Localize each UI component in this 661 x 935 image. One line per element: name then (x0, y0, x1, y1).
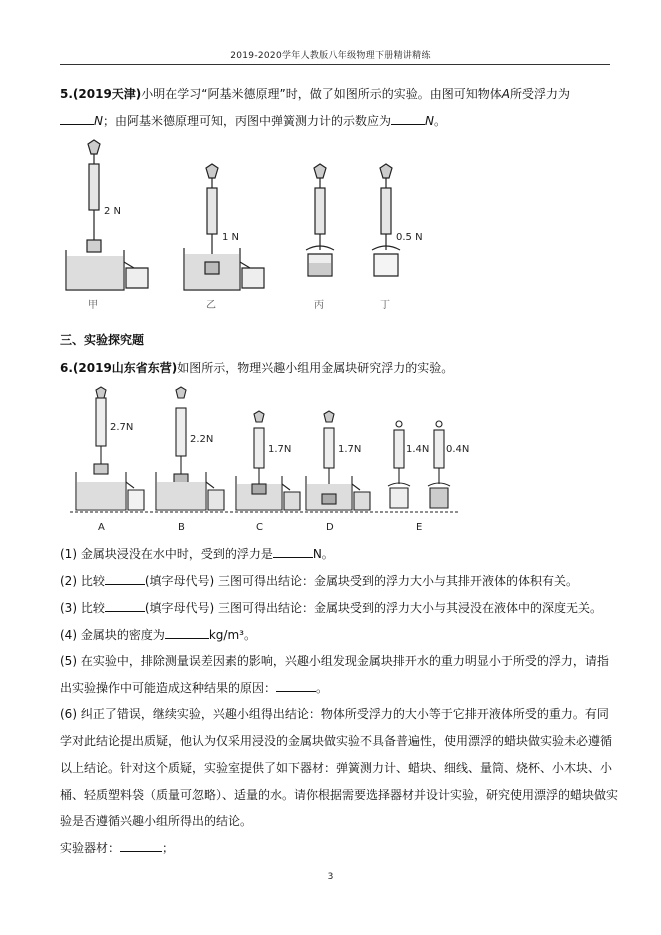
q6-part5-text: 出实验操作中可能造成这种结果的原因： (60, 681, 277, 695)
q6-reading-a: 2.7N (110, 422, 134, 433)
q5-fig-ding (372, 164, 400, 276)
q6-part3-tail: (填字母代号) 三图可得出结论：金属块受到的浮力大小与其浸没在液体中的深度无关。 (144, 601, 603, 615)
q6-blank-6[interactable] (120, 839, 162, 852)
q6-part5-line1: (5) 在实验中，排除测量误差因素的影响，兴趣小组发现金属块排开水的重力明显小于所受的浮力，请指 (60, 654, 609, 668)
q6-blank-3[interactable] (105, 599, 145, 612)
q6-part3-text: (3) 比较 (60, 601, 105, 615)
q6-reading-e1: 1.4N (406, 444, 430, 455)
q6-part2-tail: (填字母代号) 三图可得出结论：金属块受到的浮力大小与其排开液体的体积有关。 (144, 574, 579, 588)
q5-blank-2[interactable] (391, 112, 425, 125)
q6-part6-line3: 以上结论。针对这个质疑，实验室提供了如下器材：弹簧测力计、蜡块、细线、量筒、烧杯、小木块、小 (60, 761, 613, 775)
q6-caption-e: E (416, 522, 423, 533)
q6-part5-end: 。 (316, 681, 329, 695)
q6-part6-line5: 验是否遵循兴趣小组所得出的结论。 (60, 814, 253, 828)
q5-caption-bing: 丙 (314, 300, 324, 311)
q5-reading-3: 0.5 N (396, 232, 423, 243)
q6-line1 (60, 360, 453, 376)
q6-caption-d: D (326, 522, 334, 533)
q6-blank-5[interactable] (276, 679, 316, 692)
q6-reading-d: 1.7N (338, 444, 362, 455)
q6-blank-4[interactable] (165, 626, 209, 639)
q5-line2 (60, 112, 446, 129)
q6-fig-e (380, 421, 460, 512)
q6-materials-end: ； (162, 841, 175, 855)
q6-part1-unit: N。 (312, 547, 334, 561)
q6-caption-a: A (98, 522, 105, 533)
q6-part6-line2: 学对此结论提出质疑，他认为仅采用浸没的金属块做实验不具备普遍性，使用漂浮的蜡块做实验未必遵循 (60, 734, 613, 748)
q5-caption-yi: 乙 (206, 300, 216, 311)
q6-figure (68, 384, 488, 536)
q5-reading-2: 1 N (222, 232, 240, 243)
q5-reading-1: 2 N (104, 206, 122, 217)
q6-part2-text: (2) 比较 (60, 574, 105, 588)
q6-source: (2019山东省东营) (72, 361, 178, 375)
section-title: 三、实验探究题 (60, 333, 145, 347)
q5-fig-yi (184, 164, 264, 290)
q5-unit-1: N (94, 114, 103, 128)
q6-part2 (60, 572, 578, 589)
q5-unit-2: N (425, 114, 434, 128)
q6-materials-label: 实验器材： (60, 841, 121, 855)
q6-part3 (60, 599, 602, 616)
q5-line2-text: ；由阿基米德原理可知，丙图中弹簧测力计的示数应为 (102, 114, 391, 128)
q6-reading-b: 2.2N (190, 434, 214, 445)
q6-part4-text: (4) 金属块的密度为 (60, 628, 165, 642)
q5-var-a: A (501, 87, 510, 101)
q5-figure (58, 136, 423, 312)
q6-fig-d (300, 411, 378, 512)
q5-source: (2019天津) (72, 87, 142, 101)
q6-reading-c: 1.7N (268, 444, 292, 455)
q6-caption-b: B (178, 522, 185, 533)
q6-fig-b (150, 387, 230, 512)
q5-text-tail: 所受浮力为 (509, 87, 570, 101)
q5-number: 5. (60, 87, 73, 101)
q6-caption-c: C (256, 522, 263, 533)
q6-part5-line2 (60, 679, 328, 696)
q6-blank-2[interactable] (105, 572, 145, 585)
q6-fig-a (70, 387, 150, 512)
q5-line2-end: 。 (433, 114, 446, 128)
q5-caption-ding: 丁 (380, 300, 390, 311)
q6-part6-line6 (60, 839, 174, 856)
q5-text: 小明在学习“阿基米德原理”时，做了如图所示的实验。由图可知物体 (141, 87, 502, 101)
q5-blank-1[interactable] (60, 112, 94, 125)
q5-line1 (60, 86, 570, 102)
q6-part4 (60, 626, 256, 643)
q6-part4-unit: kg/m³。 (208, 628, 256, 642)
q6-fig-c (230, 411, 308, 512)
q6-part1 (60, 545, 334, 562)
q5-caption-jia: 甲 (88, 300, 98, 311)
page-header-title: 2019-2020学年人教版八年级物理下册精讲精练 (230, 51, 431, 61)
header-divider (60, 64, 610, 65)
q6-part6-line1: (6) 纠正了错误，继续实验，兴趣小组得出结论：物体所受浮力的大小等于它排开液体所受的重力。有同 (60, 707, 609, 721)
q6-number: 6. (60, 361, 73, 375)
q6-part1-text: (1) 金属块浸没在水中时，受到的浮力是 (60, 547, 273, 561)
page-number: 3 (327, 872, 334, 882)
q6-part6-line4: 桶、轻质塑料袋（质量可忽略）、适量的水。请你根据需要选择器材并设计实验，研究使用漂浮的蜡块做实 (60, 788, 619, 802)
q5-fig-bing (306, 164, 334, 276)
q6-intro: 如图所示，物理兴趣小组用金属块研究浮力的实验。 (177, 361, 454, 375)
q6-reading-e2: 0.4N (446, 444, 470, 455)
q6-blank-1[interactable] (273, 545, 313, 558)
